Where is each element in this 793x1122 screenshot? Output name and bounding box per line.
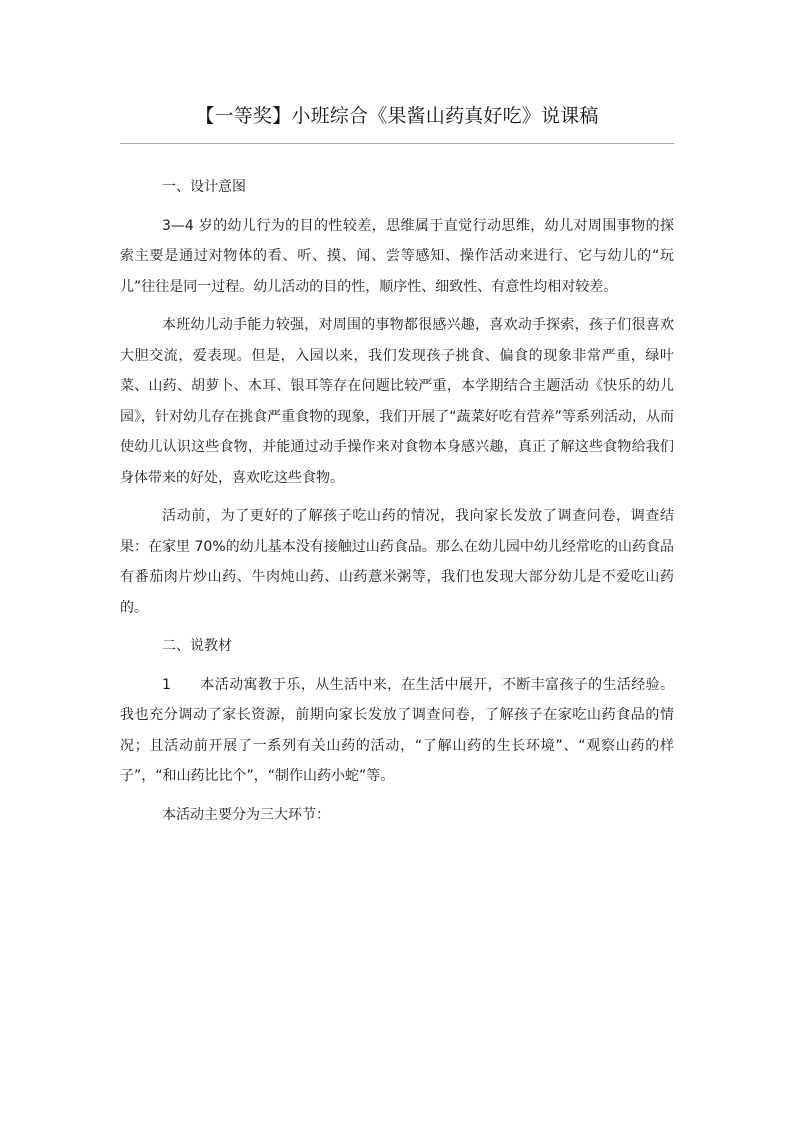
- list-number: 1: [162, 676, 171, 693]
- document-title: 【一等奖】小班综合《果酱山药真好吃》说课稿: [195, 105, 599, 127]
- section-heading-teaching-material: 二、说教材: [162, 638, 232, 654]
- paragraph-numbered-1: [120, 670, 674, 792]
- paragraph-child-characteristics: 3—4 岁的幼儿行为的目的性较差，思维属于直觉行动思维，幼儿对周围事物的探索主要是通过对物体的看、听、摸、闻、尝等感知、操作活动来进行、它与幼儿的“玩儿”往往是同一过程。幼儿活动的目的性，顺序性、细致性、有意性均相对较差。: [120, 217, 674, 295]
- paragraph-activity-design: 本活动寓教于乐，从生活中来，在生活中展开，不断丰富孩子的生活经验。我也充分调动了家长资源，前期向家长发放了调查问卷，了解孩子在家吃山药食品的情况；且活动前开展了一系列有关山药的活动，“了解山药的生长环境”、“观察山药的样子”，“和山药比比个”，“制作山药小蛇”等。: [120, 676, 674, 784]
- title-divider: [120, 143, 674, 144]
- paragraph-three-stages: 本活动主要分为三大环节：: [162, 806, 330, 823]
- paragraph-survey: 活动前，为了更好的了解孩子吃山药的情况，我向家长发放了调查问卷，调查结果：在家里 70%的幼儿基本没有接触过山药食品。那么在幼儿园中幼儿经常吃的山药食品有番茄肉片炒山药、牛肉炖山药、山药薏米粥等，我们也发现大部分幼儿是不爱吃山药的。: [120, 508, 674, 616]
- paragraph-class-situation: 本班幼儿动手能力较强，对周围的事物都很感兴趣，喜欢动手探索，孩子们很喜欢大胆交流，爱表现。但是，入园以来，我们发现孩子挑食、偏食的现象非常严重，绿叶菜、山药、胡萝卜、木耳、银耳等存在问题比较严重，本学期结合主题活动《快乐的幼儿园》，针对幼儿存在挑食严重食物的现象，我们开展了“蔬菜好吃有营养”等系列活动，从而使幼儿认识这些食物，并能通过动手操作来对食物本身感兴趣，真正了解这些食物给我们身体带来的好处，喜欢吃这些食物。: [120, 317, 674, 486]
- section-heading-design-intent: 一、设计意图: [162, 179, 246, 195]
- document-body: [120, 172, 674, 838]
